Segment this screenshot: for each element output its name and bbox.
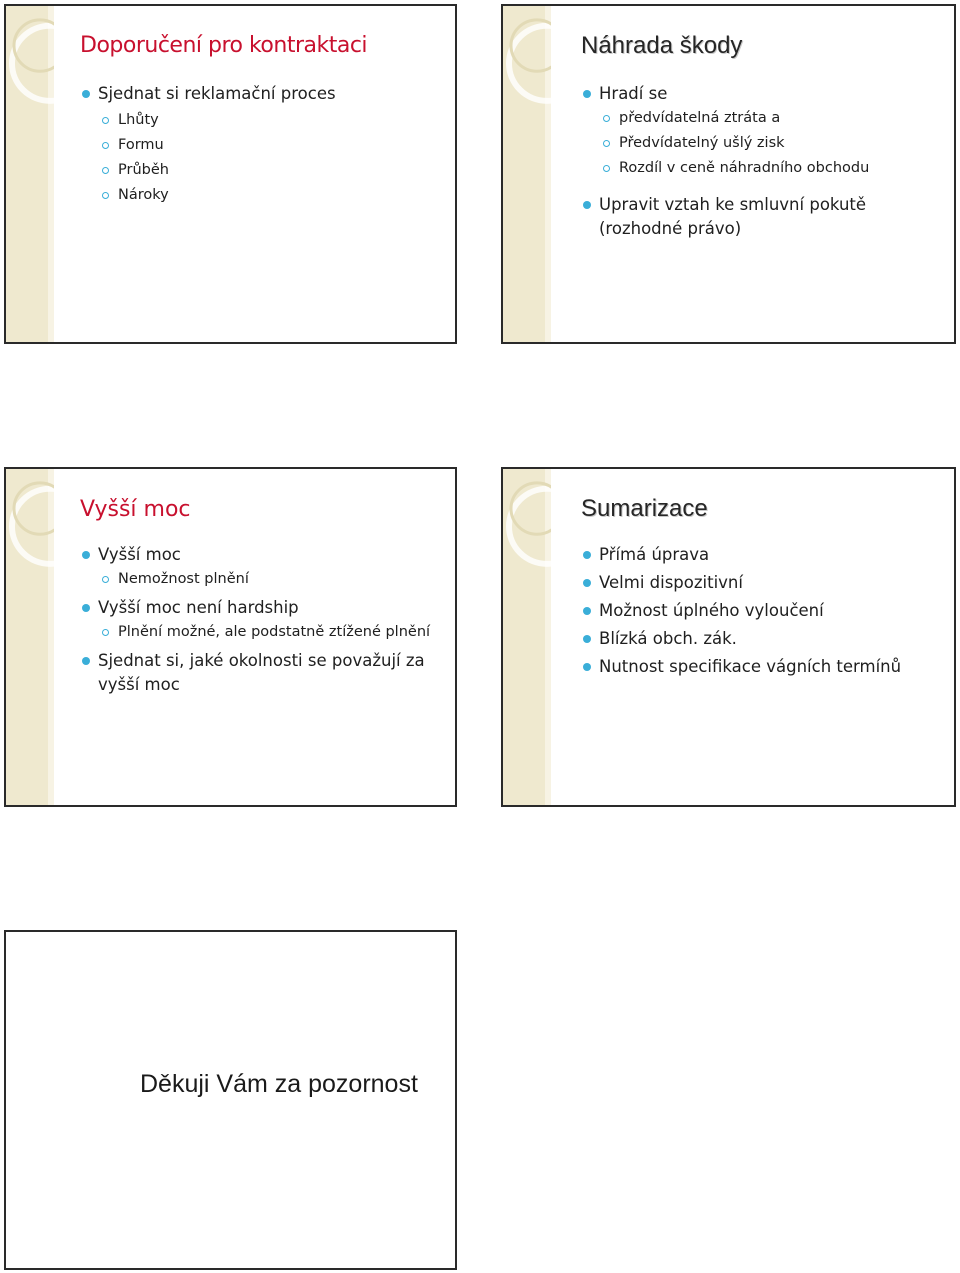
- bullet-item: Sjednat si reklamační proces Lhůty Formu Průběh Nároky: [80, 82, 441, 208]
- decorative-ring-band: [6, 469, 54, 805]
- slide-title: Sumarizace: [581, 495, 708, 522]
- bullet-list: [80, 82, 441, 216]
- thank-you-text: Děkuji Vám za pozornost: [140, 1070, 418, 1098]
- bullet-item: Nutnost specifikace vágních termínů: [581, 655, 940, 679]
- decorative-ring-band: [503, 469, 551, 805]
- bullet-item: Vyšší moc Nemožnost plnění: [80, 543, 441, 592]
- slide-thank-you: [4, 930, 457, 1270]
- slide-doporuceni: [4, 4, 457, 344]
- decorative-ring-band: [503, 6, 551, 342]
- bullet-item: Blízká obch. zák.: [581, 627, 940, 651]
- bullet-item: Velmi dispozitivní: [581, 571, 940, 595]
- bullet-list: [581, 82, 940, 245]
- sub-bullet-item: Nemožnost plnění: [98, 567, 441, 592]
- sub-bullet-item: Nároky: [98, 183, 441, 208]
- sub-bullet-item: Průběh: [98, 158, 441, 183]
- slide-title: Náhrada škody: [581, 32, 743, 59]
- bullet-item: Přímá úprava: [581, 543, 940, 567]
- sub-bullet-item: Předvídatelný ušlý zisk: [599, 131, 940, 156]
- bullet-item: Hradí se předvídatelná ztráta a Předvídatelný ušlý zisk Rozdíl v ceně náhradního obchodu: [581, 82, 940, 181]
- bullet-list: [581, 543, 940, 683]
- slide-title: Vyšší moc: [80, 497, 191, 522]
- sub-bullet-item: Lhůty: [98, 108, 441, 133]
- bullet-item: Vyšší moc není hardship Plnění možné, ale podstatně ztížené plnění: [80, 596, 441, 645]
- sub-bullet-item: Rozdíl v ceně náhradního obchodu: [599, 156, 940, 181]
- slide-nahrada-skody: [501, 4, 956, 344]
- slide-vyssi-moc: [4, 467, 457, 807]
- slide-sumarizace: [501, 467, 956, 807]
- bullet-item: Upravit vztah ke smluvní pokutě (rozhodné právo): [581, 193, 879, 241]
- decorative-ring-band: [6, 6, 54, 342]
- bullet-item: Možnost úplného vyloučení: [581, 599, 940, 623]
- slide-title: Doporučení pro kontraktaci: [80, 33, 368, 58]
- bullet-item: Sjednat si, jaké okolnosti se považují za vyšší moc: [80, 649, 428, 697]
- sub-bullet-item: Formu: [98, 133, 441, 158]
- sub-bullet-item: předvídatelná ztráta a: [599, 106, 940, 131]
- sub-bullet-item: Plnění možné, ale podstatně ztížené plnění: [98, 620, 441, 645]
- bullet-list: [80, 543, 441, 701]
